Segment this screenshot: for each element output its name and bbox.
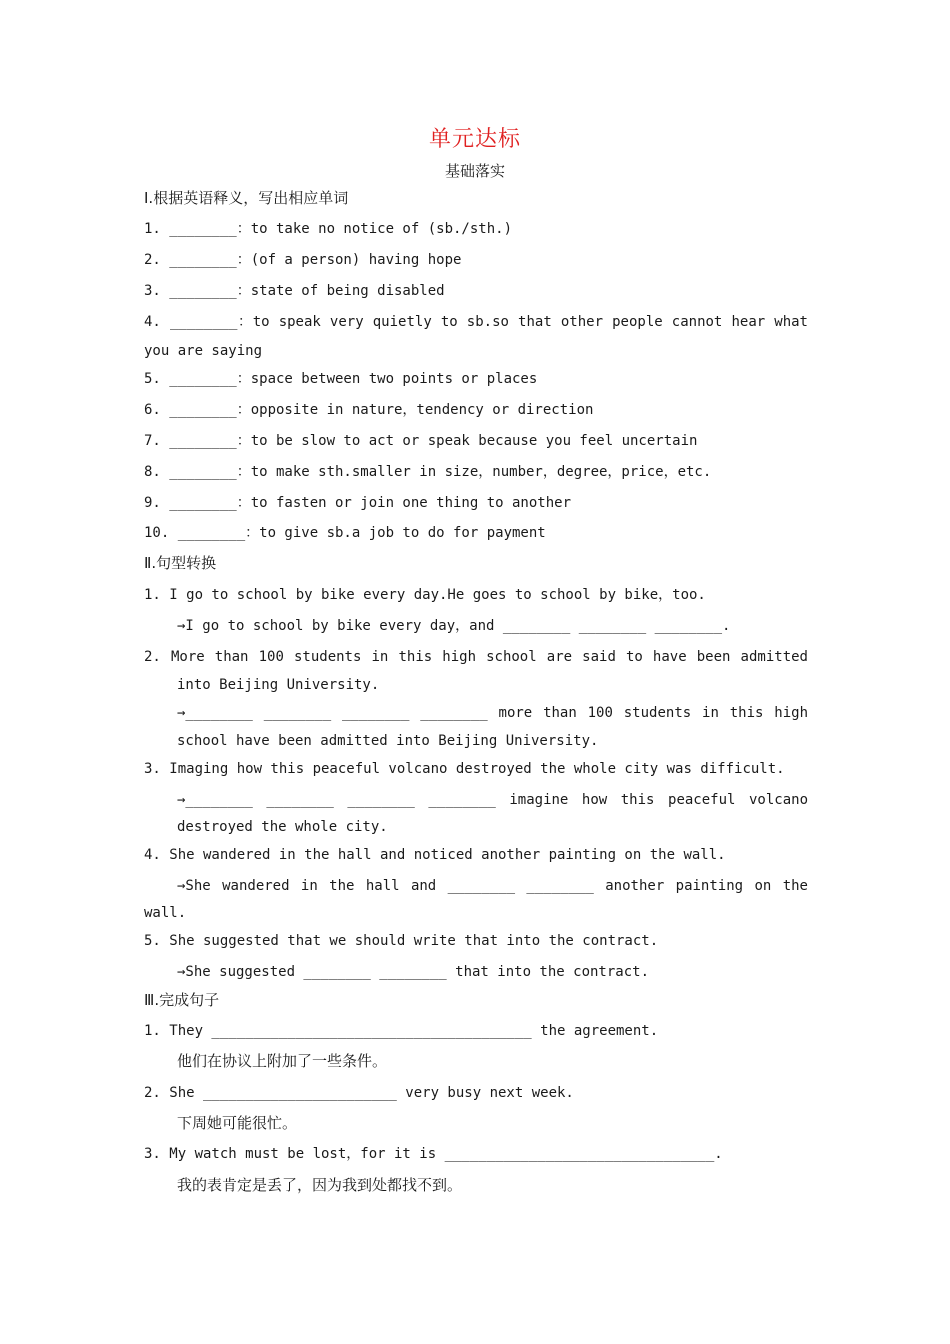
exercise-item: 7. ________：to be slow to act or speak because you feel uncertain (144, 433, 698, 449)
section-heading: Ⅱ.句型转换 (144, 554, 217, 572)
exercise-item: 2. More than 100 students in this high school are said to have been admitted (144, 649, 808, 665)
page-subtitle: 基础落实 (444, 162, 505, 180)
answer-line: →She wandered in the hall and ________ ________ another painting on the (177, 878, 808, 894)
exercise-item: 6. ________：opposite in nature，tendency or direction (144, 402, 594, 418)
chinese-translation: 他们在协议上附加了一些条件。 (177, 1052, 388, 1070)
answer-line-continued: school have been admitted into Beijing University. (177, 733, 599, 749)
exercise-item: 9. ________：to fasten or join one thing to another (144, 495, 572, 511)
exercise-item: 2. ________：(of a person) having hope (144, 252, 462, 268)
chinese-translation: 我的表肯定是丢了，因为我到处都找不到。 (177, 1176, 463, 1194)
answer-line-continued: wall. (144, 905, 187, 921)
answer-line: →________ ________ ________ ________ more than 100 students in this high (177, 705, 808, 721)
exercise-item: 5. She suggested that we should write that into the contract. (144, 933, 659, 949)
exercise-item: 1. I go to school by bike every day.He goes to school by bike，too. (144, 587, 706, 603)
exercise-item: 4. ________：to speak very quietly to sb.so that other people cannot hear what (144, 314, 808, 330)
exercise-item-continued: into Beijing University. (177, 677, 380, 693)
exercise-item: 5. ________：space between two points or places (144, 371, 538, 387)
exercise-item-continued: you are saying (144, 343, 263, 359)
page-title: 单元达标 (428, 127, 521, 152)
exercise-item: 1. They ______________________________________ the agreement. (144, 1023, 659, 1039)
answer-line: →She suggested ________ ________ that into the contract. (177, 964, 650, 980)
exercise-item: 2. She _______________________ very busy next week. (144, 1085, 574, 1101)
exercise-item: 8. ________：to make sth.smaller in size，number，degree，price，etc. (144, 464, 712, 480)
exercise-item: 1. ________：to take no notice of (sb./sth.) (144, 221, 513, 237)
chinese-translation: 下周她可能很忙。 (177, 1114, 298, 1132)
exercise-item: 3. ________：state of being disabled (144, 283, 445, 299)
answer-line: →________ ________ ________ ________ imagine how this peaceful volcano (177, 792, 808, 808)
answer-line: →I go to school by bike every day，and ________ ________ ________. (177, 618, 731, 634)
answer-line-continued: destroyed the whole city. (177, 819, 388, 835)
exercise-item: 4. She wandered in the hall and noticed another painting on the wall. (144, 847, 726, 863)
section-heading: Ⅰ.根据英语释义，写出相应单词 (144, 189, 349, 207)
section-heading: Ⅲ.完成句子 (144, 991, 220, 1009)
exercise-item: 10. ________：to give sb.a job to do for payment (144, 525, 546, 541)
exercise-item: 3. Imaging how this peaceful volcano destroyed the whole city was difficult. (144, 761, 785, 777)
exercise-item: 3. My watch must be lost，for it is ________________________________. (144, 1146, 723, 1162)
